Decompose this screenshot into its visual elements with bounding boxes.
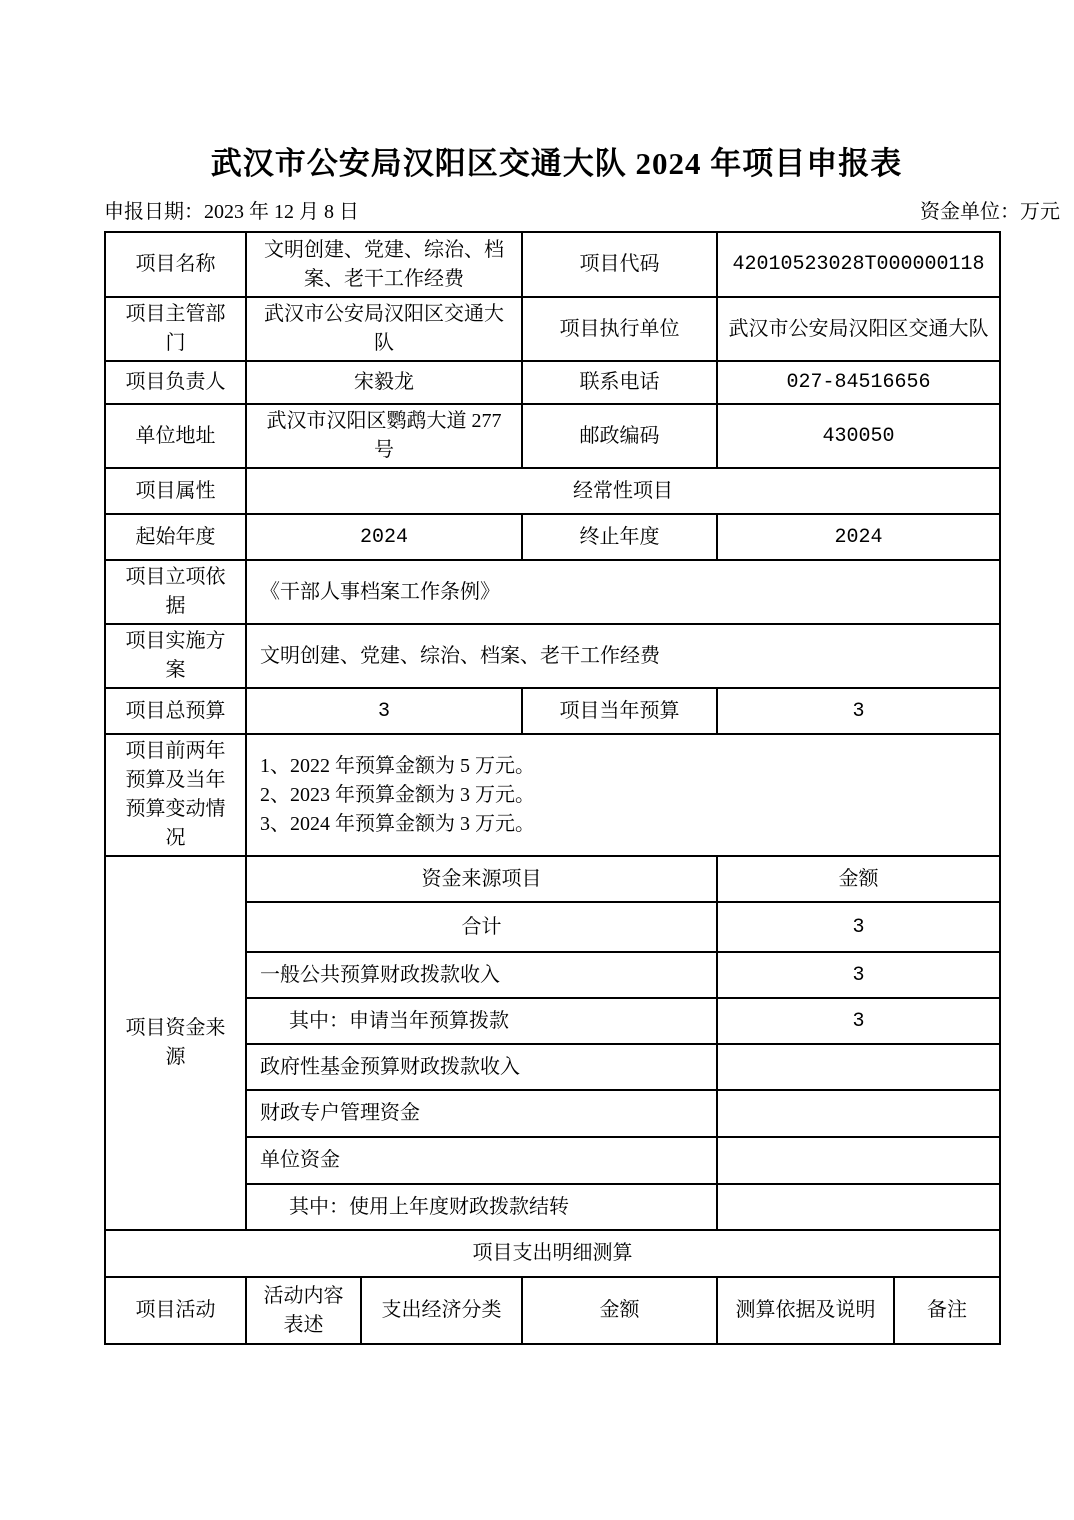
detail-header-content: 活动内容表述 xyxy=(246,1277,361,1344)
funding-item-name: 财政专户管理资金 xyxy=(246,1090,717,1137)
detail-header-remark: 备注 xyxy=(894,1277,1000,1344)
row-detail-headers xyxy=(105,1277,1000,1344)
funding-item-name: 其中：使用上年度财政拨款结转 xyxy=(246,1184,717,1230)
funding-header-amount: 金额 xyxy=(717,856,1000,902)
end-year-label: 终止年度 xyxy=(522,514,717,560)
exec-unit-value: 武汉市公安局汉阳区交通大队 xyxy=(717,297,1000,361)
exec-unit-label: 项目执行单位 xyxy=(522,297,717,361)
row-budget xyxy=(105,688,1000,734)
basis-value: 《干部人事档案工作条例》 xyxy=(246,560,1000,624)
plan-label: 项目实施方案 xyxy=(105,624,246,688)
end-year-value: 2024 xyxy=(717,514,1000,560)
funding-item-name: 单位资金 xyxy=(246,1137,717,1184)
history-line: 1、2022 年预算金额为 5 万元。 xyxy=(260,754,535,777)
funding-item-amount xyxy=(717,1137,1000,1184)
leader-value: 宋毅龙 xyxy=(246,361,522,404)
row-address xyxy=(105,404,1000,468)
postcode-value: 430050 xyxy=(717,404,1000,468)
address-value: 武汉市汉阳区鹦鹉大道 277 号 xyxy=(246,404,522,468)
detail-header-amount: 金额 xyxy=(522,1277,717,1344)
detail-section-title: 项目支出明细测算 xyxy=(105,1230,1000,1277)
start-year-value: 2024 xyxy=(246,514,522,560)
dept-value: 武汉市公安局汉阳区交通大队 xyxy=(246,297,522,361)
basis-label: 项目立项依据 xyxy=(105,560,246,624)
history-label: 项目前两年预算及当年预算变动情况 xyxy=(105,734,246,856)
funding-item-amount xyxy=(717,1044,1000,1090)
history-line: 3、2024 年预算金额为 3 万元。 xyxy=(260,812,535,835)
row-basis xyxy=(105,560,1000,624)
project-code-value: 42010523028T000000118 xyxy=(717,232,1000,297)
page-title: 武汉市公安局汉阳区交通大队 2024 年项目申报表 xyxy=(210,146,903,181)
funding-item-name: 一般公共预算财政拨款收入 xyxy=(246,952,717,998)
funding-item-amount: 3 xyxy=(717,902,1000,952)
row-project-name xyxy=(105,232,1000,297)
project-name-value: 文明创建、党建、综治、档案、老干工作经费 xyxy=(246,232,522,297)
funding-item-name: 合计 xyxy=(246,902,717,952)
detail-header-basis: 测算依据及说明 xyxy=(717,1277,894,1344)
row-leader xyxy=(105,361,1000,404)
application-form-table xyxy=(104,231,1001,1345)
funding-item-name: 其中：申请当年预算拨款 xyxy=(246,998,717,1044)
total-budget-value: 3 xyxy=(246,688,522,734)
address-label: 单位地址 xyxy=(105,404,246,468)
leader-label: 项目负责人 xyxy=(105,361,246,404)
funding-item-amount xyxy=(717,1184,1000,1230)
funding-item-amount: 3 xyxy=(717,998,1000,1044)
row-funding-header xyxy=(105,856,1000,902)
phone-label: 联系电话 xyxy=(522,361,717,404)
phone-value: 027-84516656 xyxy=(717,361,1000,404)
detail-header-activity: 项目活动 xyxy=(105,1277,246,1344)
history-line: 2、2023 年预算金额为 3 万元。 xyxy=(260,783,535,806)
row-dept xyxy=(105,297,1000,361)
history-value xyxy=(246,734,1000,856)
row-attribute xyxy=(105,468,1000,514)
row-detail-section-title xyxy=(105,1230,1000,1277)
dept-label: 项目主管部门 xyxy=(105,297,246,361)
postcode-label: 邮政编码 xyxy=(522,404,717,468)
attribute-value: 经常性项目 xyxy=(246,468,1000,514)
funding-item-amount: 3 xyxy=(717,952,1000,998)
detail-header-expense-class: 支出经济分类 xyxy=(361,1277,522,1344)
total-budget-label: 项目总预算 xyxy=(105,688,246,734)
year-budget-label: 项目当年预算 xyxy=(522,688,717,734)
start-year-label: 起始年度 xyxy=(105,514,246,560)
report-date: 申报日期：2023 年 12 月 8 日 xyxy=(104,201,359,223)
row-years xyxy=(105,514,1000,560)
attribute-label: 项目属性 xyxy=(105,468,246,514)
project-name-label: 项目名称 xyxy=(105,232,246,297)
funding-item-name: 政府性基金预算财政拨款收入 xyxy=(246,1044,717,1090)
plan-value: 文明创建、党建、综治、档案、老干工作经费 xyxy=(246,624,1000,688)
funding-header-source: 资金来源项目 xyxy=(246,856,717,902)
row-history xyxy=(105,734,1000,856)
funding-source-label: 项目资金来源 xyxy=(105,856,246,1230)
project-code-label: 项目代码 xyxy=(522,232,717,297)
year-budget-value: 3 xyxy=(717,688,1000,734)
funding-item-amount xyxy=(717,1090,1000,1137)
fund-unit: 资金单位：万元 xyxy=(920,201,1060,223)
meta-row xyxy=(104,195,1060,224)
row-plan xyxy=(105,624,1000,688)
